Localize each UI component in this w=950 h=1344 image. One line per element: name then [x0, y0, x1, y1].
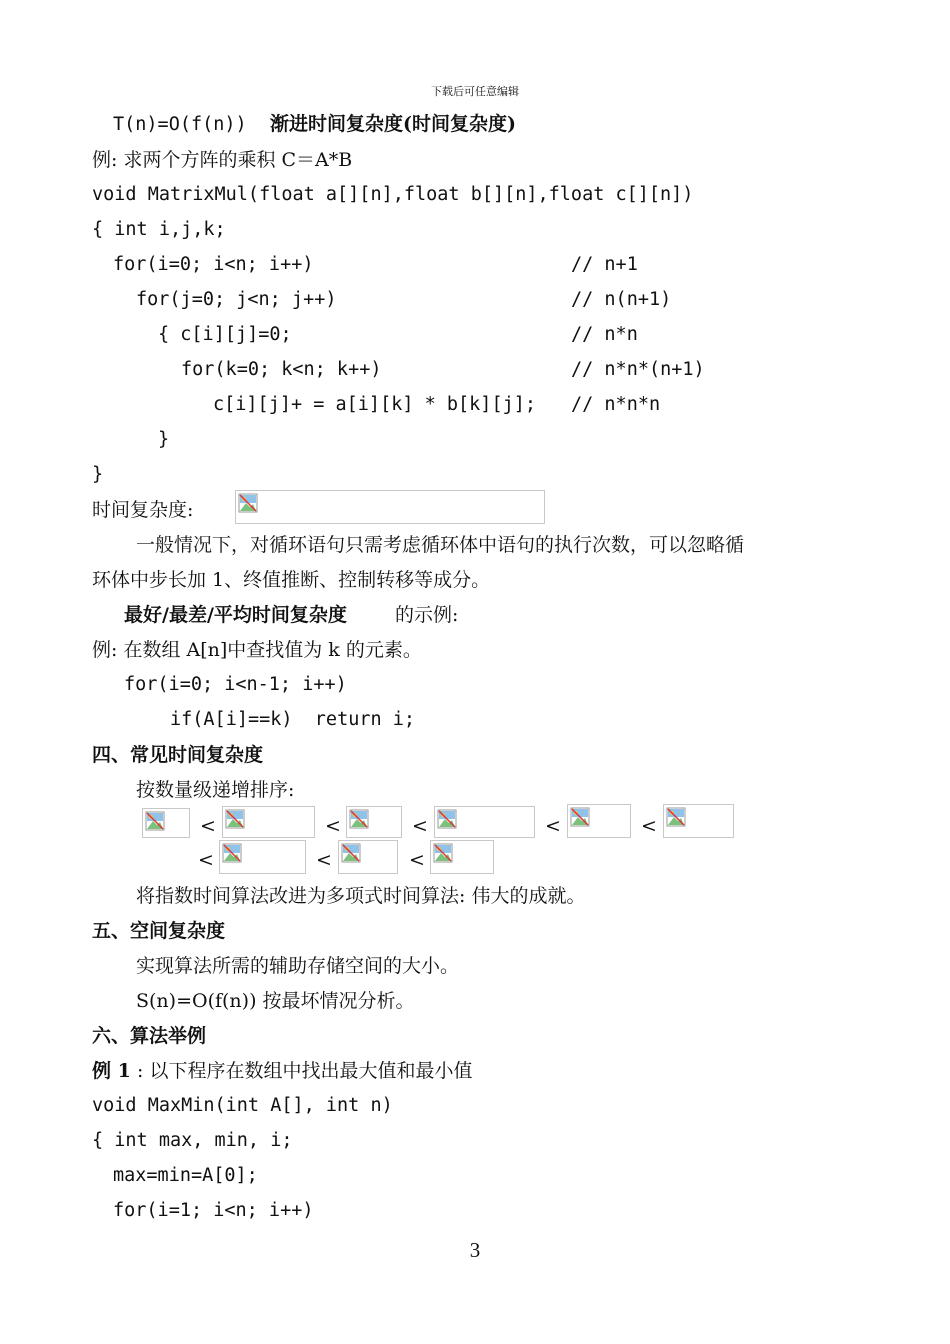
less-than-sign: < — [412, 815, 428, 837]
less-than-sign: < — [545, 815, 561, 837]
asymptotic-heading: 渐进时间复杂度(时间复杂度) — [270, 113, 516, 135]
code-comment: // n*n — [571, 324, 638, 345]
code-line: { int max, min, i; — [92, 1130, 293, 1151]
example-1-label: 例 1 — [92, 1060, 131, 1082]
code-line: void MaxMin(int A[], int n) — [92, 1095, 393, 1116]
code-line: } — [92, 464, 104, 485]
paragraph-line: 实现算法所需的辅助存储空间的大小。 — [136, 955, 460, 977]
example-search-text: 例: 在数组 A[n]中查找值为 k 的元素。 — [92, 639, 422, 661]
code-line: { int i,j,k; — [92, 219, 226, 240]
code-line: { c[i][j]=0; — [158, 324, 292, 345]
less-than-sign: < — [641, 815, 657, 837]
example-matrix-text: 例: 求两个方阵的乘积 C＝A*B — [92, 149, 353, 171]
code-line: for(j=0; j<n; j++) — [136, 289, 337, 310]
paragraph-line: 环体中步长加 1、终值推断、控制转移等成分。 — [92, 569, 491, 591]
section-heading-4: 四、常见时间复杂度 — [92, 744, 264, 766]
code-line: for(k=0; k<n; k++) — [181, 359, 382, 380]
broken-image-icon — [346, 806, 402, 838]
less-than-sign: < — [198, 849, 214, 871]
broken-image-icon — [142, 808, 190, 838]
broken-image-icon — [235, 490, 545, 524]
broken-image-icon — [430, 840, 494, 874]
code-line: max=min=A[0]; — [113, 1165, 258, 1186]
broken-image-icon — [567, 804, 631, 838]
section-heading-6: 六、算法举例 — [92, 1025, 207, 1047]
paragraph-line: 一般情况下，对循环语句只需考虑循环体中语句的执行次数，可以忽略循 — [136, 534, 745, 556]
page-header: 下载后可任意编辑 — [431, 85, 519, 98]
paragraph-line: 将指数时间算法改进为多项式时间算法: 伟大的成就。 — [136, 885, 586, 907]
broken-image-icon — [222, 806, 315, 838]
code-line: void MatrixMul(float a[][n],float b[][n],float c[][n]) — [92, 184, 694, 205]
less-than-sign: < — [409, 849, 425, 871]
paragraph-line: S(n)=O(f(n)) 按最坏情况分析。 — [136, 990, 415, 1012]
code-comment: // n+1 — [571, 254, 638, 275]
example-1-text: : 以下程序在数组中找出最大值和最小值 — [137, 1060, 473, 1082]
code-comment: // n(n+1) — [571, 289, 672, 310]
best-worst-avg-heading: 最好/最差/平均时间复杂度 — [124, 604, 347, 626]
broken-image-icon — [219, 840, 306, 874]
code-line: for(i=0; i<n-1; i++) — [124, 674, 347, 695]
ordering-label: 按数量级递增排序: — [136, 779, 295, 801]
code-line: for(i=1; i<n; i++) — [113, 1200, 314, 1221]
broken-image-icon — [663, 804, 734, 838]
page-number: 3 — [469, 1238, 481, 1262]
code-line: c[i][j]+ = a[i][k] * b[k][j]; — [213, 394, 537, 415]
code-comment: // n*n*n — [571, 394, 661, 415]
code-line: for(i=0; i<n; i++) — [113, 254, 314, 275]
broken-image-icon — [434, 806, 535, 838]
code-comment: // n*n*(n+1) — [571, 359, 705, 380]
example-suffix: 的示例: — [395, 604, 459, 626]
code-line: } — [158, 429, 170, 450]
time-complexity-label: 时间复杂度: — [92, 499, 194, 521]
section-heading-5: 五、空间复杂度 — [92, 920, 226, 942]
less-than-sign: < — [316, 849, 332, 871]
broken-image-icon — [338, 840, 398, 874]
code-line: if(A[i]==k) return i; — [170, 709, 416, 730]
less-than-sign: < — [200, 815, 216, 837]
less-than-sign: < — [325, 815, 341, 837]
complexity-notation: T(n)=O(f(n)) — [113, 114, 247, 135]
